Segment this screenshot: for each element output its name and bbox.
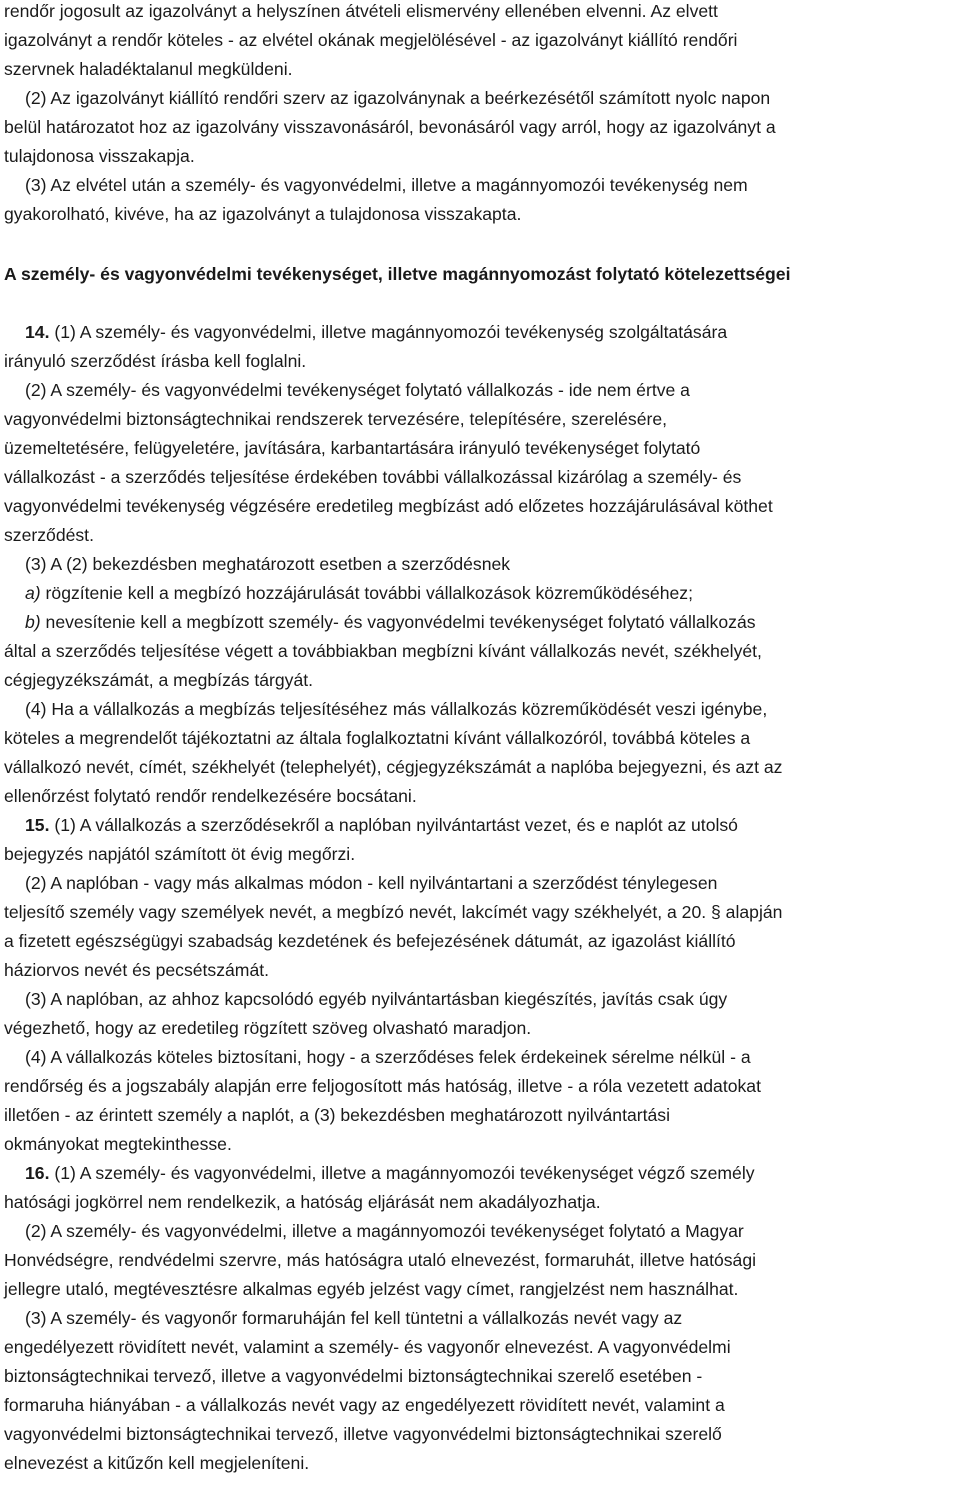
text-line: háziorvos nevét és pecsétszámát. bbox=[4, 960, 270, 980]
text-line: által a szerződés teljesítése végett a továbbiakban megbízni kívánt vállalkozás nevét, székhelyét, bbox=[4, 641, 762, 661]
text-line: a fizetett egészségügyi szabadság kezdetének és befejezésének dátumát, az igazolást kiállító bbox=[4, 931, 736, 951]
paragraph-start-line: (3) A naplóban, az ahhoz kapcsolódó egyéb nyilvántartásban kiegészítés, javítás csak úgy bbox=[25, 989, 728, 1009]
section-16-first-line bbox=[25, 1162, 755, 1184]
list-text: rögzítenie kell a megbízó hozzájárulását további vállalkozások közreműködéséhez; bbox=[40, 583, 693, 603]
text-line: hatósági jogkörrel nem rendelkezik, a hatóság eljárását nem akadályozhatja. bbox=[4, 1192, 601, 1212]
text-line: engedélyezett rövidített nevét, valamint a személy- és vagyonőr elnevezést. A vagyonvédelmi bbox=[4, 1337, 731, 1357]
section-text: (1) A személy- és vagyonvédelmi, illetve magánnyomozói tevékenység szolgáltatására bbox=[49, 322, 728, 342]
paragraph-start-line: (3) Az elvétel után a személy- és vagyonvédelmi, illetve a magánnyomozói tevékenység nem bbox=[25, 175, 748, 195]
text-line: rendőr jogosult az igazolványt a helyszínen átvételi elismervény ellenében elvenni. Az elvett bbox=[4, 1, 718, 21]
text-line: vagyonvédelmi biztonságtechnikai tervező, illetve vagyonvédelmi biztonságtechnikai szerelő bbox=[4, 1424, 722, 1444]
text-line: szerződést. bbox=[4, 525, 94, 545]
list-text: nevesítenie kell a megbízott személy- és vagyonvédelmi tevékenységet folytató vállalkozás bbox=[40, 612, 756, 632]
list-item-b bbox=[25, 611, 756, 633]
section-number: 15. bbox=[25, 815, 50, 835]
text-line: illetően - az érintett személy a naplót, a (3) bekezdésben meghatározott nyilvántartási bbox=[4, 1105, 670, 1125]
text-line: üzemeltetésére, felügyeletére, javítására, karbantartására irányuló tevékenységet folytató bbox=[4, 438, 701, 458]
text-line: rendőrség és a jogszabály alapján erre feljogosított más hatóság, illetve - a róla vezetett adatokat bbox=[4, 1076, 761, 1096]
paragraph-start-line: (2) A személy- és vagyonvédelmi, illetve a magánnyomozói tevékenységet folytató a Magyar bbox=[25, 1221, 744, 1241]
text-line: formaruha hiányában - a vállalkozás nevét vagy az engedélyezett rövidített nevét, valamint a bbox=[4, 1395, 725, 1415]
paragraph-start-line: (2) A naplóban - vagy más alkalmas módon - kell nyilvántartani a szerződést ténylegesen bbox=[25, 873, 718, 893]
text-line: tulajdonosa visszakapja. bbox=[4, 146, 195, 166]
section-text: (1) A vállalkozás a szerződésekről a naplóban nyilvántartást vezet, és e naplót az utolsó bbox=[49, 815, 738, 835]
text-line: teljesítő személy vagy személyek nevét, a megbízó nevét, lakcímét vagy székhelyét, a 20. § alapján bbox=[4, 902, 783, 922]
text-line: vagyonvédelmi biztonságtechnikai rendszerek tervezésére, telepítésére, szerelésére, bbox=[4, 409, 668, 429]
section-heading: A személy- és vagyonvédelmi tevékenységet, illetve magánnyomozást folytató kötelezettségei bbox=[4, 264, 791, 284]
text-line: köteles a megrendelőt tájékoztatni az általa foglalkoztatni kívánt vállalkozóról, továbbá köteles a bbox=[4, 728, 751, 748]
text-line: jellegre utaló, megtévesztésre alkalmas egyéb jelzést vagy címet, rangjelzést nem használhat. bbox=[4, 1279, 739, 1299]
paragraph-start-line: (4) Ha a vállalkozás a megbízás teljesítéséhez más vállalkozás közreműködését veszi igénybe, bbox=[25, 699, 768, 719]
section-number: 16. bbox=[25, 1163, 50, 1183]
text-line: irányuló szerződést írásba kell foglalni. bbox=[4, 351, 307, 371]
text-line: vagyonvédelmi tevékenység végzésére eredetileg megbízást adó előzetes hozzájárulásával köthet bbox=[4, 496, 773, 516]
text-line: gyakorolható, kivéve, ha az igazolványt a tulajdonosa visszakapta. bbox=[4, 204, 522, 224]
text-line: vállalkozó nevét, címét, székhelyét (telephelyét), cégjegyzékszámát a naplóba bejegyezni, és azt az bbox=[4, 757, 783, 777]
text-line: szervnek haladéktalanul megküldeni. bbox=[4, 59, 293, 79]
text-line: vállalkozást - a szerződés teljesítése érdekében további vállalkozással kizárólag a személy- és bbox=[4, 467, 742, 487]
text-line: bejegyzés napjától számított öt évig megőrzi. bbox=[4, 844, 356, 864]
list-item-a bbox=[25, 582, 693, 604]
text-line: biztonságtechnikai tervező, illetve a vagyonvédelmi biztonságtechnikai szerelő esetében - bbox=[4, 1366, 703, 1386]
section-15-first-line bbox=[25, 814, 738, 836]
paragraph-start-line: (3) A (2) bekezdésben meghatározott esetben a szerződésnek bbox=[25, 554, 511, 574]
list-label: a) bbox=[25, 583, 41, 603]
paragraph-start-line: (2) Az igazolványt kiállító rendőri szerv az igazolványnak a beérkezésétől számított nyolc napon bbox=[25, 88, 771, 108]
text-line: igazolványt a rendőr köteles - az elvétel okának megjelölésével - az igazolványt kiállító rendőri bbox=[4, 30, 738, 50]
paragraph-start-line: (3) A személy- és vagyonőr formaruháján fel kell tüntetni a vállalkozás nevét vagy az bbox=[25, 1308, 683, 1328]
paragraph-start-line: (2) A személy- és vagyonvédelmi tevékenységet folytató vállalkozás - ide nem értve a bbox=[25, 380, 690, 400]
text-line: ellenőrzést folytató rendőr rendelkezésére bocsátani. bbox=[4, 786, 417, 806]
text-line: végezhető, hogy az eredetileg rögzített szöveg olvasható maradjon. bbox=[4, 1018, 532, 1038]
text-line: okmányokat megtekinthesse. bbox=[4, 1134, 232, 1154]
list-label: b) bbox=[25, 612, 41, 632]
section-14-first-line bbox=[25, 321, 727, 343]
section-number: 14. bbox=[25, 322, 50, 342]
text-line: Honvédségre, rendvédelmi szervre, más hatóságra utaló elnevezést, formaruhát, illetve hatósági bbox=[4, 1250, 757, 1270]
text-line: elnevezést a kitűzőn kell megjeleníteni. bbox=[4, 1453, 310, 1473]
paragraph-start-line: (4) A vállalkozás köteles biztosítani, hogy - a szerződéses felek érdekeinek sérelme nélkül - a bbox=[25, 1047, 751, 1067]
text-line: cégjegyzékszámát, a megbízás tárgyát. bbox=[4, 670, 314, 690]
section-text: (1) A személy- és vagyonvédelmi, illetve a magánnyomozói tevékenységet végző személy bbox=[49, 1163, 755, 1183]
text-line: belül határozatot hoz az igazolvány visszavonásáról, bevonásáról vagy arról, hogy az igazolványt a bbox=[4, 117, 776, 137]
